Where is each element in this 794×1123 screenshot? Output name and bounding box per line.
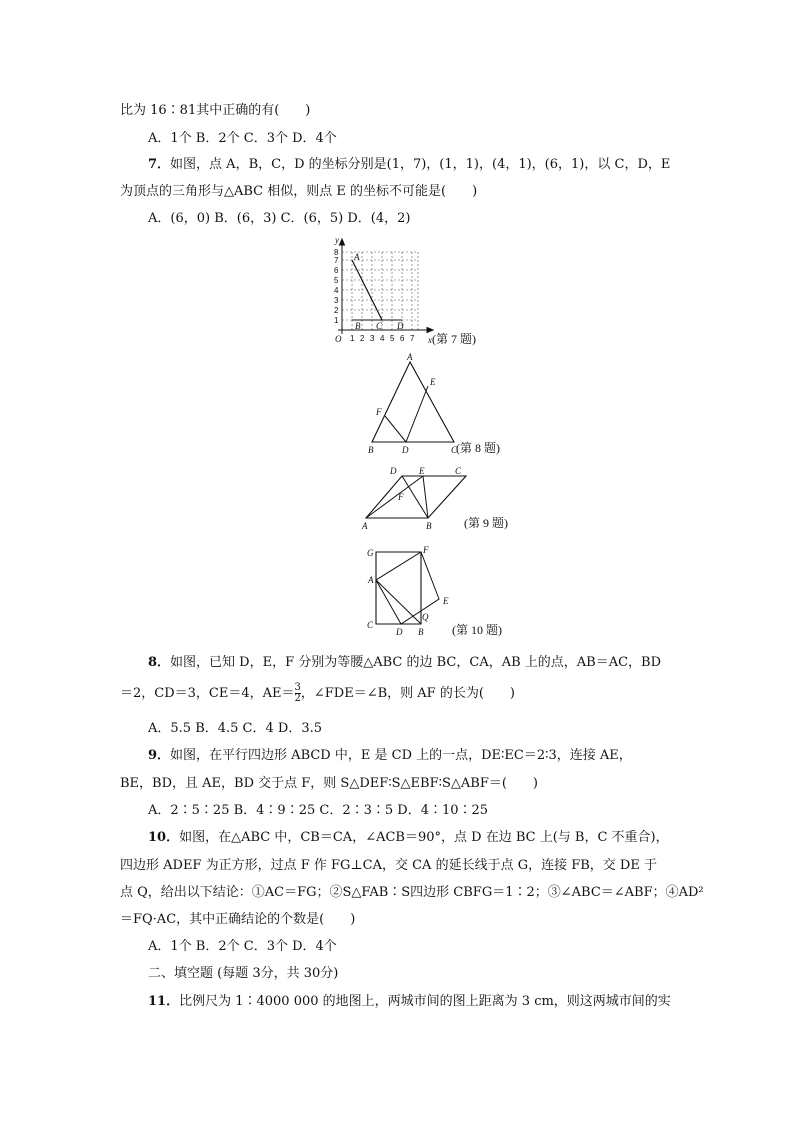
fig10-point-c: C (367, 620, 374, 630)
fig7-y-arrow (340, 239, 345, 245)
fig7-y-tick: 5 (334, 276, 339, 285)
q8-stem-line1 (148, 655, 661, 671)
fig7-caption: (第 7 题) (432, 332, 476, 346)
q11-number: 11． (148, 994, 180, 1009)
q6-tail-line: 比为 16∶81其中正确的有( ) (120, 103, 311, 118)
fig8-triangle-abc (372, 362, 454, 442)
fig7-point-b: B (355, 321, 361, 331)
q8-text-2a: ＝2，CD＝3，CE＝4，AE＝ (120, 686, 295, 701)
fig7-point-c: C (376, 321, 383, 331)
fig10-point-d: D (396, 627, 403, 637)
fig8-segment-de (406, 386, 428, 442)
fig7-point-a: A (354, 252, 360, 262)
q7-stem-line1 (148, 157, 670, 173)
q8-text-2b: ，∠FDE＝∠B，则 AF 的长为( ) (300, 686, 515, 701)
q8-number: 8． (148, 655, 171, 670)
fig9-point-a: A (362, 521, 368, 531)
fig7-x-tick: 4 (380, 334, 385, 343)
q9-options: A．2∶5∶25 B．4∶9∶25 C．2∶3∶5 D．4∶10∶25 (148, 803, 489, 818)
fig10-point-q: Q (422, 612, 429, 622)
q7-options: A．(6，0) B．(6，3) C．(6，5) D．(4，2) (148, 211, 411, 226)
fig7-y-tick: 7 (334, 256, 339, 265)
fig8-point-e: E (430, 377, 436, 387)
fig7-x-tick: 6 (400, 334, 405, 343)
q6-options: A．1个 B．2个 C．3个 D．4个 (148, 131, 337, 146)
fig7-y-tick: 2 (334, 306, 339, 315)
q8-text-1: 如图，已知 D，E，F 分别为等腰△ABC 的边 BC，CA，AB 上的点，AB＝AC，BD (170, 655, 662, 670)
fig7-y-tick: 3 (334, 296, 339, 305)
q11-text-1: 比例尺为 1∶4000 000 的地图上，两城市间的图上距离为 3 cm，则这两城市间的实 (179, 994, 671, 1009)
figure-q8 (360, 354, 520, 460)
section-heading-fill-in: 二、填空题 (每题 3分，共 30分) (148, 966, 339, 981)
fig10-point-f: F (423, 545, 429, 555)
fig7-y-tick: 6 (334, 266, 339, 275)
q11-stem-line1 (148, 994, 671, 1010)
fig8-point-d: D (402, 445, 409, 455)
fig8-point-a: A (407, 352, 413, 362)
fig10-segment-ab (376, 580, 421, 624)
fig8-segment-fd (385, 416, 406, 442)
fig7-axis-x-label: x (428, 335, 432, 345)
q10-stem-line4: ＝FQ·AC，其中正确结论的个数是( ) (120, 912, 356, 927)
q9-number: 9． (148, 748, 171, 763)
figure-q7 (318, 234, 498, 350)
fig10-square-adef (376, 552, 439, 624)
fig7-x-tick: 5 (390, 334, 395, 343)
fig10-point-b: B (418, 627, 424, 637)
q10-stem-line3: 点 Q，给出以下结论：①AC＝FG；②S△FAB∶S四边形 CBFG＝1∶2；③∠ABC＝∠ABF；④AD² (120, 885, 704, 900)
fig10-caption: (第 10 题) (452, 623, 502, 637)
q7-stem-line2: 为顶点的三角形与△ABC 相似，则点 E 的坐标不可能是( ) (120, 184, 478, 199)
q8-stem-line2 (120, 683, 515, 704)
fig9-parallelogram-abcd (366, 476, 466, 518)
q9-stem-line1 (148, 748, 632, 764)
q10-stem-line1 (148, 830, 669, 846)
fig9-point-e: E (419, 466, 425, 476)
fig7-x-tick: 2 (360, 334, 365, 343)
fig10-point-a: A (368, 575, 374, 585)
fig7-x-tick: 7 (410, 334, 415, 343)
fig10-outer-rect (376, 552, 421, 624)
q7-text-1: 如图，点 A，B，C，D 的坐标分别是(1，7)，(1，1)，(4，1)，(6，1)，以 C，D，E (170, 157, 671, 172)
fig7-origin-label: O (335, 334, 342, 344)
fig9-point-d: D (390, 466, 397, 476)
q10-stem-line2: 四边形 ADEF 为正方形，过点 F 作 FG⊥CA，交 CA 的延长线于点 G，连接 FB，交 DE 于 (120, 858, 657, 873)
fig7-axis-y-label: y (335, 235, 339, 245)
q8-options: A．5.5 B．4.5 C．4 D．3.5 (148, 721, 323, 736)
fig8-caption: (第 8 题) (456, 441, 500, 455)
fig7-y-tick: 1 (334, 316, 339, 325)
fig7-x-tick: 3 (370, 334, 375, 343)
figure-q9 (356, 464, 536, 536)
fig9-point-f: F (398, 492, 404, 502)
fig7-x-tick: 1 (350, 334, 355, 343)
figure-q10 (360, 544, 530, 644)
q10-number: 10． (148, 830, 180, 845)
fig8-point-b: B (368, 445, 374, 455)
q8-fraction-denominator: 2 (294, 693, 301, 704)
q10-options: A．1个 B．2个 C．3个 D．4个 (148, 939, 337, 954)
q9-stem-line2: BE，BD，且 AE，BD 交于点 F，则 S△DEF∶S△EBF∶S△ABF＝( ) (120, 776, 538, 791)
fig9-point-b: B (426, 521, 432, 531)
fig8-point-f: F (376, 407, 382, 417)
fig7-point-d: D (397, 321, 404, 331)
fig10-point-e: E (443, 596, 449, 606)
fig9-point-c: C (455, 466, 462, 476)
q10-text-1: 如图，在△ABC 中，CB＝CA，∠ACB＝90°，点 D 在边 BC 上(与 B，C 不重合)， (179, 830, 669, 845)
fig9-caption: (第 9 题) (464, 516, 508, 530)
q9-text-1: 如图，在平行四边形 ABCD 中，E 是 CD 上的一点，DE∶EC＝2∶3，连接 AE， (170, 748, 632, 763)
q7-number: 7． (148, 157, 171, 172)
fig7-segment-ac (352, 260, 382, 320)
q8-fraction-numerator: 3 (294, 682, 301, 693)
fig7-y-tick: 4 (334, 286, 339, 295)
fig7-y-tick: 8 (334, 248, 339, 257)
fig10-point-g: G (367, 548, 374, 558)
fig8-point-c: C (451, 445, 458, 455)
